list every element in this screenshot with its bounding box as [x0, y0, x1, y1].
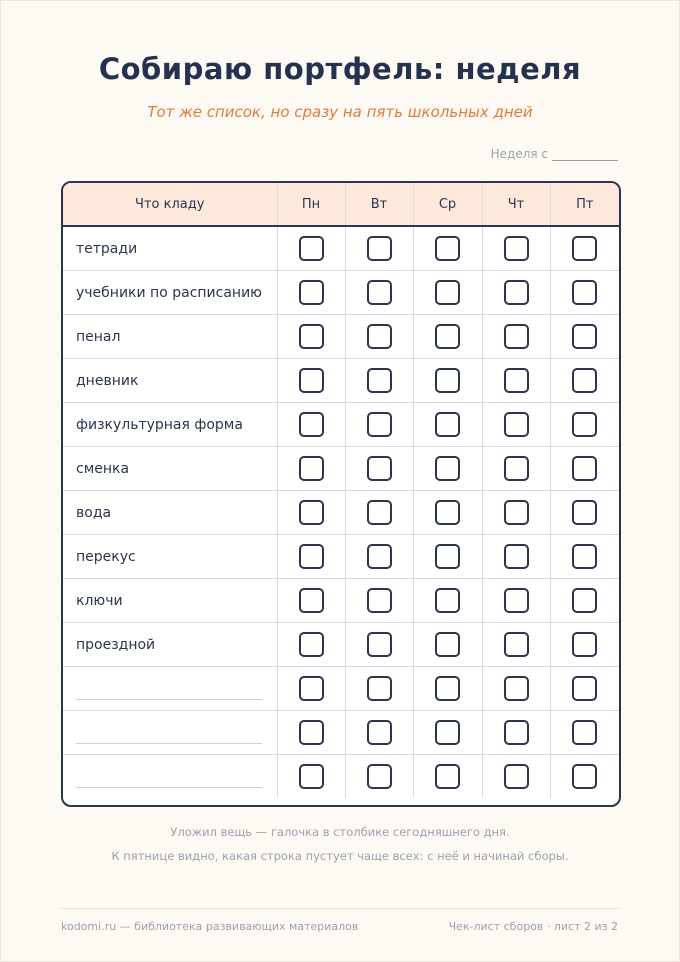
- day-cell: [482, 491, 550, 535]
- table-row: [63, 535, 619, 579]
- checkbox[interactable]: [299, 412, 324, 437]
- day-cell: [277, 755, 345, 799]
- checkbox[interactable]: [572, 632, 597, 657]
- day-cell: [482, 579, 550, 623]
- day-cell: [550, 403, 619, 447]
- checkbox[interactable]: [367, 368, 392, 393]
- blank-item-line[interactable]: [76, 699, 262, 700]
- column-header-day: Пт: [550, 183, 619, 226]
- checkbox[interactable]: [435, 544, 460, 569]
- week-start-label: Неделя с: [490, 147, 548, 161]
- day-cell: [482, 447, 550, 491]
- checkbox[interactable]: [367, 236, 392, 261]
- footer-source: kodomi.ru — библиотека развивающих материалов: [61, 920, 359, 933]
- day-cell: [413, 755, 482, 799]
- day-cell: [277, 667, 345, 711]
- checkbox[interactable]: [299, 588, 324, 613]
- page-title: Собираю портфель: неделя: [98, 52, 582, 86]
- day-cell: [277, 535, 345, 579]
- checkbox[interactable]: [299, 456, 324, 481]
- day-cell: [482, 711, 550, 755]
- checkbox[interactable]: [572, 368, 597, 393]
- table-row: [63, 403, 619, 447]
- blank-item-cell[interactable]: [63, 667, 277, 711]
- checkbox[interactable]: [367, 588, 392, 613]
- day-cell: [413, 315, 482, 359]
- table-header-row: [63, 183, 619, 226]
- day-cell: [482, 623, 550, 667]
- checkbox[interactable]: [367, 324, 392, 349]
- blank-item-cell[interactable]: [63, 755, 277, 799]
- checkbox[interactable]: [572, 324, 597, 349]
- item-label: сменка: [63, 447, 277, 491]
- checkbox[interactable]: [572, 588, 597, 613]
- day-cell: [345, 315, 413, 359]
- checkbox[interactable]: [435, 500, 460, 525]
- day-cell: [413, 623, 482, 667]
- checkbox[interactable]: [572, 764, 597, 789]
- checkbox[interactable]: [299, 764, 324, 789]
- checkbox[interactable]: [367, 500, 392, 525]
- item-label: проездной: [63, 623, 277, 667]
- checkbox[interactable]: [435, 676, 460, 701]
- checkbox[interactable]: [367, 676, 392, 701]
- day-cell: [550, 359, 619, 403]
- day-cell: [550, 271, 619, 315]
- checkbox[interactable]: [572, 544, 597, 569]
- item-label: дневник: [63, 359, 277, 403]
- item-label: учебники по расписанию: [63, 271, 277, 315]
- checkbox[interactable]: [572, 676, 597, 701]
- day-cell: [413, 447, 482, 491]
- checkbox[interactable]: [299, 500, 324, 525]
- checkbox[interactable]: [504, 280, 529, 305]
- checkbox[interactable]: [367, 720, 392, 745]
- checkbox[interactable]: [504, 676, 529, 701]
- column-header-day: Ср: [413, 183, 482, 226]
- checkbox[interactable]: [435, 368, 460, 393]
- checkbox[interactable]: [435, 456, 460, 481]
- checkbox[interactable]: [367, 632, 392, 657]
- day-cell: [345, 579, 413, 623]
- day-cell: [277, 579, 345, 623]
- checkbox[interactable]: [367, 280, 392, 305]
- checkbox[interactable]: [572, 720, 597, 745]
- day-cell: [345, 359, 413, 403]
- checkbox[interactable]: [435, 764, 460, 789]
- day-cell: [550, 226, 619, 271]
- checkbox[interactable]: [572, 236, 597, 261]
- day-cell: [277, 403, 345, 447]
- checkbox[interactable]: [299, 280, 324, 305]
- day-cell: [482, 667, 550, 711]
- checkbox[interactable]: [504, 324, 529, 349]
- instruction-note: К пятнице видно, какая строка пустует чаще всех: с неё и начинай сборы.: [111, 849, 569, 863]
- table-row: [63, 271, 619, 315]
- table-row: [63, 315, 619, 359]
- checkbox[interactable]: [435, 588, 460, 613]
- item-label: физкультурная форма: [63, 403, 277, 447]
- footer-divider: [61, 908, 619, 909]
- day-cell: [413, 667, 482, 711]
- blank-item-line[interactable]: [76, 743, 262, 744]
- day-cell: [550, 491, 619, 535]
- day-cell: [413, 226, 482, 271]
- checkbox[interactable]: [504, 456, 529, 481]
- day-cell: [345, 623, 413, 667]
- day-cell: [413, 271, 482, 315]
- table-row: [63, 491, 619, 535]
- checkbox[interactable]: [435, 412, 460, 437]
- item-label: тетради: [63, 226, 277, 271]
- day-cell: [277, 711, 345, 755]
- day-cell: [550, 579, 619, 623]
- column-header-day: Пн: [277, 183, 345, 226]
- checkbox[interactable]: [299, 236, 324, 261]
- day-cell: [413, 403, 482, 447]
- checkbox[interactable]: [572, 500, 597, 525]
- checkbox[interactable]: [367, 456, 392, 481]
- column-header-item: Что кладу: [63, 183, 277, 226]
- day-cell: [277, 271, 345, 315]
- checkbox[interactable]: [504, 412, 529, 437]
- day-cell: [482, 755, 550, 799]
- day-cell: [550, 623, 619, 667]
- day-cell: [277, 491, 345, 535]
- day-cell: [277, 359, 345, 403]
- item-label: ключи: [63, 579, 277, 623]
- checkbox[interactable]: [299, 368, 324, 393]
- checkbox[interactable]: [572, 280, 597, 305]
- day-cell: [413, 535, 482, 579]
- day-cell: [550, 711, 619, 755]
- checkbox[interactable]: [299, 720, 324, 745]
- day-cell: [550, 667, 619, 711]
- item-label: вода: [63, 491, 277, 535]
- week-start-blank[interactable]: [552, 148, 618, 161]
- checkbox[interactable]: [435, 632, 460, 657]
- checkbox[interactable]: [435, 236, 460, 261]
- day-cell: [345, 667, 413, 711]
- day-cell: [550, 755, 619, 799]
- checkbox[interactable]: [572, 456, 597, 481]
- checkbox[interactable]: [435, 720, 460, 745]
- checkbox[interactable]: [299, 632, 324, 657]
- day-cell: [345, 447, 413, 491]
- day-cell: [482, 315, 550, 359]
- day-cell: [413, 491, 482, 535]
- table-row: [63, 226, 619, 271]
- day-cell: [277, 447, 345, 491]
- week-start-field[interactable]: [491, 147, 618, 161]
- day-cell: [550, 315, 619, 359]
- day-cell: [277, 623, 345, 667]
- table-row: [63, 755, 619, 799]
- checkbox[interactable]: [572, 412, 597, 437]
- day-cell: [482, 271, 550, 315]
- checkbox[interactable]: [504, 500, 529, 525]
- day-cell: [345, 711, 413, 755]
- blank-item-cell[interactable]: [63, 711, 277, 755]
- day-cell: [482, 403, 550, 447]
- checkbox[interactable]: [504, 236, 529, 261]
- checkbox[interactable]: [367, 764, 392, 789]
- day-cell: [345, 271, 413, 315]
- checkbox[interactable]: [504, 588, 529, 613]
- checklist-table: [61, 181, 621, 807]
- column-header-day: Чт: [482, 183, 550, 226]
- column-header-day: Вт: [345, 183, 413, 226]
- checkbox[interactable]: [504, 632, 529, 657]
- checkbox[interactable]: [299, 676, 324, 701]
- day-cell: [345, 535, 413, 579]
- day-cell: [413, 711, 482, 755]
- day-cell: [482, 535, 550, 579]
- page-subtitle: Тот же список, но сразу на пять школьных дней: [147, 103, 533, 121]
- checkbox[interactable]: [435, 324, 460, 349]
- checkbox[interactable]: [504, 720, 529, 745]
- day-cell: [277, 315, 345, 359]
- item-label: пенал: [63, 315, 277, 359]
- table-row: [63, 579, 619, 623]
- table-row: [63, 447, 619, 491]
- table-row: [63, 359, 619, 403]
- instruction-note: Уложил вещь — галочка в столбике сегодняшнего дня.: [170, 825, 510, 839]
- table-row: [63, 623, 619, 667]
- checkbox[interactable]: [504, 764, 529, 789]
- checkbox[interactable]: [504, 544, 529, 569]
- day-cell: [345, 755, 413, 799]
- checkbox[interactable]: [504, 368, 529, 393]
- table-row: [63, 711, 619, 755]
- checkbox[interactable]: [367, 544, 392, 569]
- checkbox[interactable]: [435, 280, 460, 305]
- day-cell: [413, 579, 482, 623]
- day-cell: [482, 226, 550, 271]
- day-cell: [550, 447, 619, 491]
- blank-item-line[interactable]: [76, 787, 262, 788]
- day-cell: [345, 226, 413, 271]
- day-cell: [482, 359, 550, 403]
- day-cell: [277, 226, 345, 271]
- checkbox[interactable]: [299, 324, 324, 349]
- day-cell: [345, 491, 413, 535]
- day-cell: [550, 535, 619, 579]
- table-row: [63, 667, 619, 711]
- day-cell: [413, 359, 482, 403]
- checkbox[interactable]: [299, 544, 324, 569]
- footer-page-info: Чек-лист сборов · лист 2 из 2: [448, 920, 618, 933]
- item-label: перекус: [63, 535, 277, 579]
- day-cell: [345, 403, 413, 447]
- checkbox[interactable]: [367, 412, 392, 437]
